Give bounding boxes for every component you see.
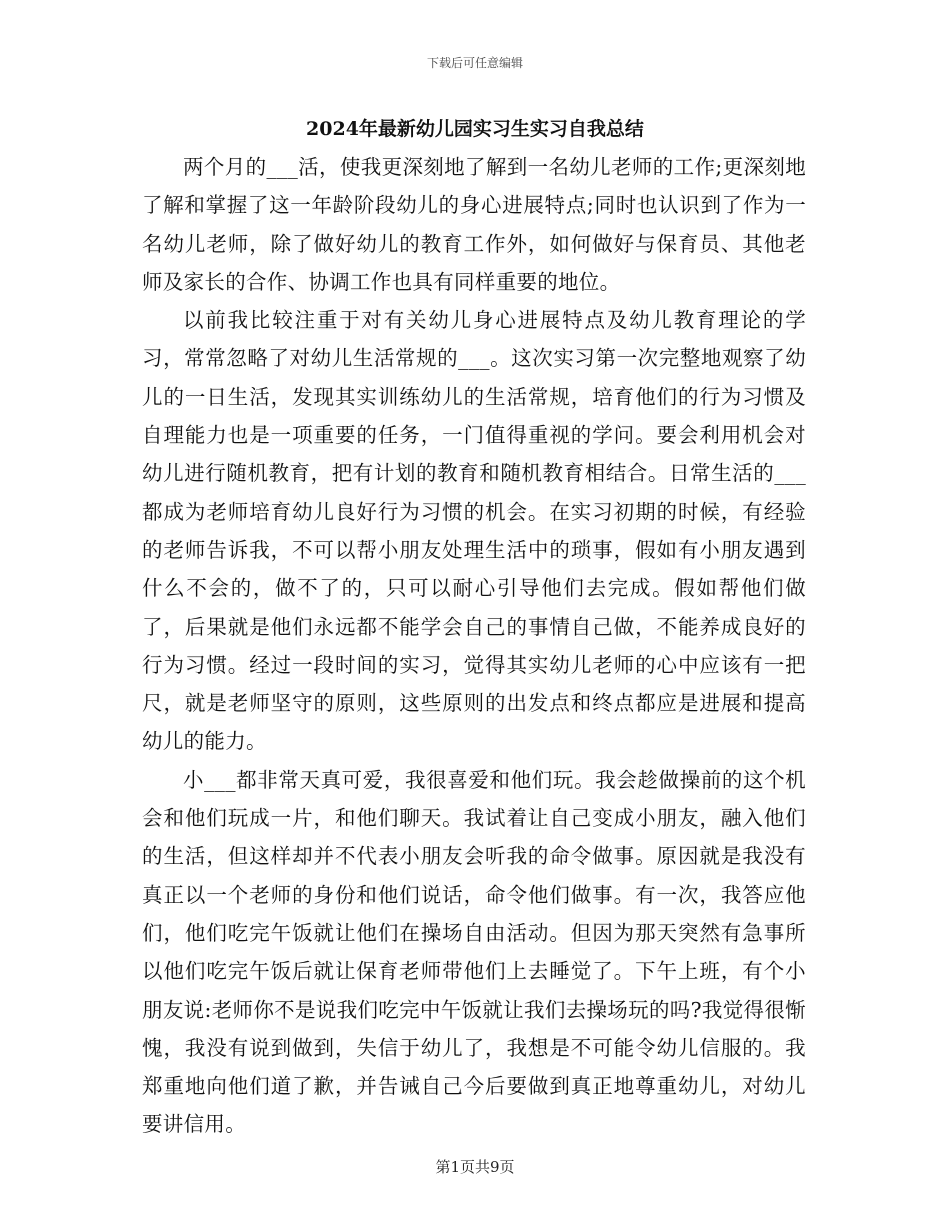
document-body bbox=[142, 148, 806, 1144]
page-number: 第1页共9页 bbox=[435, 1158, 515, 1176]
paragraph: 两个月的___活，使我更深刻地了解到一名幼儿老师的工作;更深刻地了解和掌握了这一年龄阶段幼儿的身心进展特点;同时也认识到了作为一名幼儿老师，除了做好幼儿的教育工作外，如何做好与保育员、其他老师及家长的合作、协调工作也具有同样重要的地位。 bbox=[142, 155, 806, 294]
document-title: 2024年最新幼儿园实习生实习自我总结 bbox=[306, 118, 644, 140]
paragraph: 以前我比较注重于对有关幼儿身心进展特点及幼儿教育理论的学习，常常忽略了对幼儿生活常规的___。这次实习第一次完整地观察了幼儿的一日生活，发现其实训练幼儿的生活常规，培育他们的行为习惯及自理能力也是一项重要的任务，一门值得重视的学问。要会利用机会对幼儿进行随机教育，把有计划的教育和随机教育相结合。日常生活的___都成为老师培育幼儿良好行为习惯的机会。在实习初期的时候，有经验的老师告诉我，不可以帮小朋友处理生活中的琐事，假如有小朋友遇到什么不会的，做不了的，只可以耐心引导他们去完成。假如帮他们做了，后果就是他们永远都不能学会自己的事情自己做，不能养成良好的行为习惯。经过一段时间的实习，觉得其实幼儿老师的心中应该有一把尺，就是老师坚守的原则，这些原则的出发点和终点都应是进展和提高幼儿的能力。 bbox=[142, 308, 806, 754]
paragraph: 小___都非常天真可爱，我很喜爱和他们玩。我会趁做操前的这个机会和他们玩成一片，和他们聊天。我试着让自己变成小朋友，融入他们的生活，但这样却并不代表小朋友会听我的命令做事。原因就是我没有真正以一个老师的身份和他们说话，命令他们做事。有一次，我答应他们，他们吃完午饭就让他们在操场自由活动。但因为那天突然有急事所以他们吃完午饭后就让保育老师带他们上去睡觉了。下午上班，有个小朋友说:老师你不是说我们吃完中午饭就让我们去操场玩的吗?我觉得很惭愧，我没有说到做到，失信于幼儿了，我想是不可能令幼儿信服的。我郑重地向他们道了歉，并告诫自己今后要做到真正地尊重幼儿，对幼儿要讲信用。 bbox=[142, 767, 806, 1137]
header-note: 下载后可任意编辑 bbox=[426, 56, 523, 70]
